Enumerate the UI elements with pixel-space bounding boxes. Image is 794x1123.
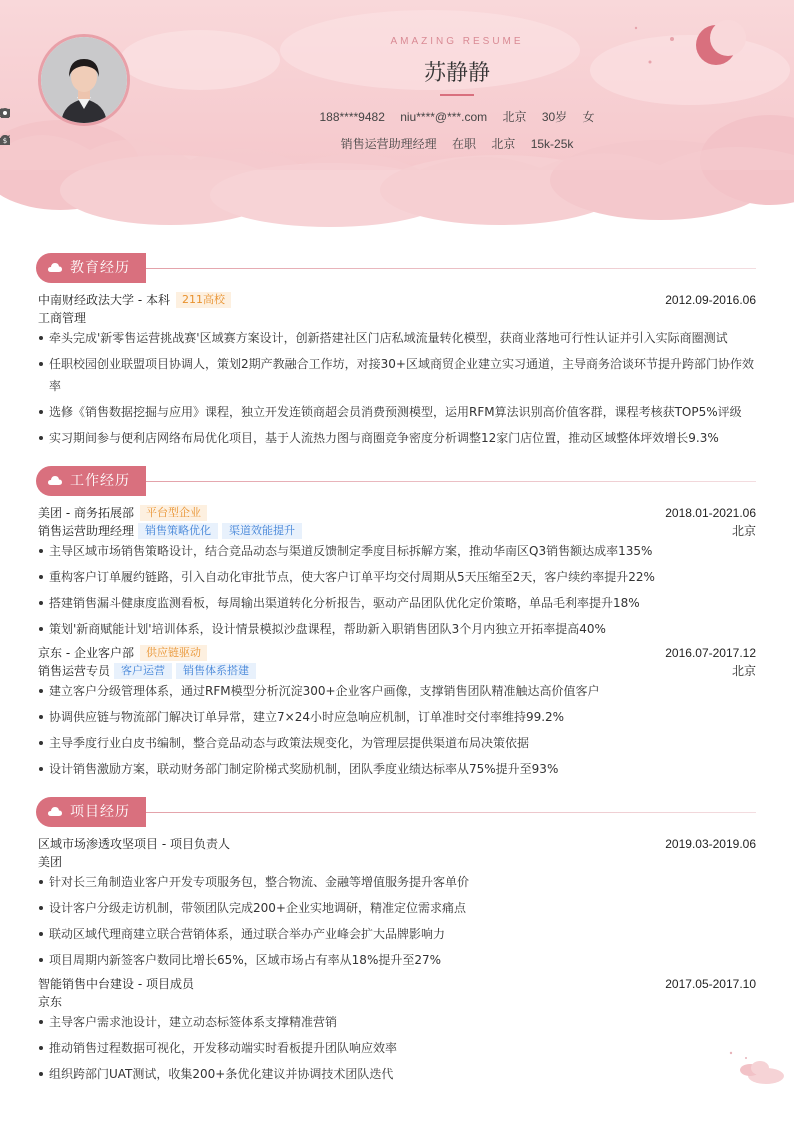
education-major-row (38, 309, 756, 327)
list-item: 联动区域代理商建立联合营销体系，通过联合举办产业峰会扩大品牌影响力 (38, 923, 756, 945)
job-city: 北京 (731, 524, 756, 538)
project-date: 2017.05-2017.10 (665, 977, 756, 991)
list-item: 主导客户需求池设计，建立动态标签体系支撑精准营销 (38, 1011, 756, 1033)
project-date: 2019.03-2019.06 (665, 837, 756, 851)
cloud-icon (48, 262, 62, 273)
target-position-text: 销售运营助理经理 (340, 137, 437, 151)
skill-tag: 渠道效能提升 (222, 523, 302, 539)
info-row-job (0, 135, 794, 152)
project-org-row (38, 853, 756, 871)
section-projects (36, 797, 756, 827)
company-tag: 供应链驱动 (140, 645, 207, 661)
job-company-row (38, 504, 756, 522)
project-org-row (38, 993, 756, 1011)
job-position-row (38, 662, 756, 680)
section-divider (146, 481, 756, 482)
info-target-city (491, 135, 515, 152)
list-item: 设计客户分级走访机制，带领团队完成200+企业实地调研，精准定位需求痛点 (38, 897, 756, 919)
project-org: 美团 (38, 855, 63, 869)
education-school-row (38, 291, 756, 309)
age-text: 30岁 (541, 110, 568, 124)
info-gender (583, 108, 595, 125)
job-date: 2018.01-2021.06 (665, 506, 756, 520)
list-item: 协调供应链与物流部门解决订单异常，建立7×24小时应急响应机制，订单准时交付率维持99.2% (38, 706, 756, 728)
list-item: 搭建销售漏斗健康度监测看板，每周输出渠道转化分析报告，驱动产品团队优化定价策略，单品毛利率提升18% (38, 592, 756, 614)
job-position: 销售运营助理经理 (38, 524, 135, 538)
email-text: niu****@***.com (400, 110, 488, 124)
target-city-text: 北京 (491, 137, 516, 151)
job-company-row (38, 644, 756, 662)
project-title-row (38, 975, 756, 993)
decorative-cloud-icon (728, 1050, 788, 1090)
major-name: 工商管理 (38, 311, 87, 325)
skill-tag: 销售体系搭建 (176, 663, 256, 679)
list-item: 组织跨部门UAT测试，收集200+条优化建议并协调技术团队迭代 (38, 1063, 756, 1085)
salary-icon (0, 135, 10, 145)
project-name: 区域市场渗透攻坚项目 - 项目负责人 (38, 837, 230, 851)
svg-text:$: $ (2, 136, 8, 145)
project-title-row (38, 835, 756, 853)
cloud-icon (48, 806, 62, 817)
section-work (36, 466, 756, 496)
city-text: 北京 (502, 110, 527, 124)
list-item: 实习期间参与便利店网络布局优化项目，基于人流热力图与商圈竞争密度分析调整12家门店位置，推动区域整体坪效增长9.3% (38, 427, 756, 449)
section-divider (146, 268, 756, 269)
list-item: 设计销售激励方案，联动财务部门制定阶梯式奖励机制，团队季度业绩达标率从75%提升至93% (38, 758, 756, 780)
list-item: 针对长三角制造业客户开发专项服务包，整合物流、金融等增值服务提升客单价 (38, 871, 756, 893)
cloud-icon (48, 475, 62, 486)
info-target-position (341, 135, 437, 152)
list-item: 重构客户订单履约链路，引入自动化审批节点，使大客户订单平均交付周期从5天压缩至2天，客户续约率提升22% (38, 566, 756, 588)
section-title-work (36, 466, 146, 496)
section-education (36, 253, 756, 283)
company-tag: 平台型企业 (140, 505, 207, 521)
info-status (452, 135, 476, 152)
phone-text: 188****9482 (319, 110, 385, 124)
resume-header (0, 0, 794, 230)
list-item: 建立客户分级管理体系，通过RFM模型分析沉淀300+企业客户画像，支撑销售团队精准触达高价值客户 (38, 680, 756, 702)
info-age (542, 108, 567, 125)
list-item: 任职校园创业联盟项目协调人，策划2期产教融合工作坊，对接30+区域商贸企业建立实习通道，主导商务洽谈环节提升跨部门协作效率 (38, 353, 756, 397)
info-row-basic (0, 108, 794, 125)
school-tag: 211高校 (176, 292, 231, 308)
skill-tag: 客户运营 (114, 663, 172, 679)
project-name: 智能销售中台建设 - 项目成员 (38, 977, 194, 991)
section-title-projects (36, 797, 146, 827)
section-title-text: 教育经历 (70, 260, 130, 276)
school-name: 中南财经政法大学 - 本科 (38, 293, 170, 307)
resume-subtitle: AMAZING RESUME (390, 36, 524, 47)
candidate-name: 苏静静 (423, 61, 490, 86)
education-date: 2012.09-2016.06 (665, 293, 756, 307)
list-item: 主导季度行业白皮书编制，整合竞品动态与政策法规变化，为管理层提供渠道布局决策依据 (38, 732, 756, 754)
company-name: 美团 - 商务拓展部 (38, 506, 134, 520)
section-title-text: 项目经历 (70, 804, 130, 820)
list-item: 项目周期内新签客户数同比增长65%，区域市场占有率从18%提升至27% (38, 949, 756, 971)
section-divider (146, 812, 756, 813)
project-org: 京东 (38, 995, 63, 1009)
section-title-education (36, 253, 146, 283)
list-item: 策划'新商赋能计划'培训体系，设计情景模拟沙盘课程，帮助新入职销售团队3个月内独立开拓率提高40% (38, 618, 756, 640)
skill-tag: 销售策略优化 (138, 523, 218, 539)
job-date: 2016.07-2017.12 (665, 646, 756, 660)
list-item: 主导区域市场销售策略设计，结合竞品动态与渠道反馈制定季度目标拆解方案，推动华南区Q3销售额达成率135% (38, 540, 756, 562)
job-city: 北京 (731, 664, 756, 678)
gender-text: 女 (582, 110, 595, 124)
salary-text: 15k-25k (530, 137, 574, 151)
list-item: 牵头完成'新零售运营挑战赛'区域赛方案设计，创新搭建社区门店私域流量转化模型，获商业落地可行性认证并引入实际商圈测试 (38, 327, 756, 349)
name-underline (440, 94, 474, 96)
list-item: 推动销售过程数据可视化，开发移动端实时看板提升团队响应效率 (38, 1037, 756, 1059)
info-email (400, 110, 487, 124)
gender-icon (0, 108, 10, 118)
company-name: 京东 - 企业客户部 (38, 646, 134, 660)
list-item: 选修《销售数据挖掘与应用》课程，独立开发连锁商超会员消费预测模型，运用RFM算法识别高价值客群，课程考核获TOP5%评级 (38, 401, 756, 423)
job-position-row (38, 522, 756, 540)
info-phone (319, 110, 384, 124)
status-text: 在职 (451, 137, 476, 151)
info-city (502, 108, 526, 125)
job-position: 销售运营专员 (38, 664, 111, 678)
section-title-text: 工作经历 (70, 473, 130, 489)
